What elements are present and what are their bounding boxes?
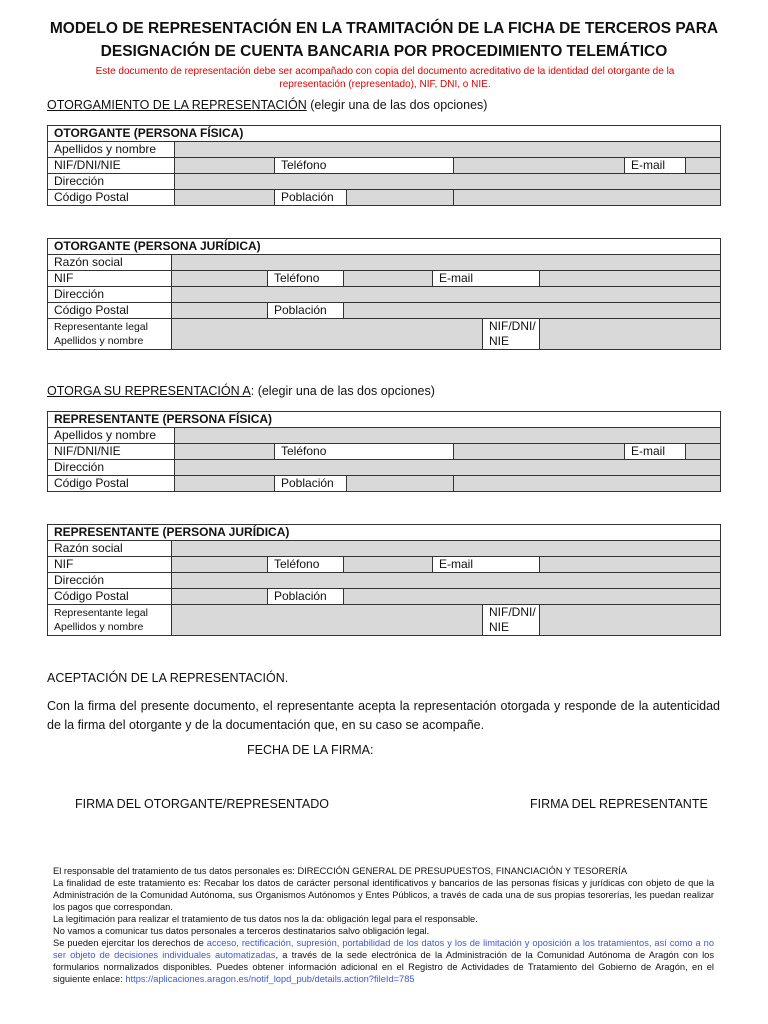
field-direccion[interactable] (172, 573, 721, 589)
representante-fisica-table (47, 411, 721, 492)
section-otorga (47, 384, 435, 398)
section-otorga-suffix: : (elegir una de las dos opciones) (250, 384, 435, 398)
firma-representante-label: FIRMA DEL REPRESENTANTE (530, 797, 708, 811)
field-email[interactable] (686, 158, 720, 173)
label-email: E-mail (625, 444, 686, 459)
label-cp: Código Postal (48, 303, 172, 319)
label-direccion: Dirección (48, 287, 172, 303)
label-apellidos: Apellidos y nombre (48, 142, 175, 158)
field-direccion[interactable] (172, 287, 721, 303)
fecha-firma-label: FECHA DE LA FIRMA: (247, 743, 374, 757)
label-nifdni-1: NIF/DNI/ (489, 605, 536, 619)
field-cp[interactable] (175, 476, 275, 492)
field-nifdni[interactable] (540, 319, 721, 350)
label-rep-legal-2: Apellidos y nombre (54, 335, 144, 347)
field-nif[interactable] (172, 557, 268, 573)
legal-rights-pre: Se pueden ejercitar los derechos de (53, 938, 207, 948)
label-nifdni (483, 605, 540, 636)
label-email: E-mail (433, 271, 540, 287)
document-title (30, 17, 738, 63)
legal-line-4: No vamos a comunicar tus datos personales a terceros destinatarios salvo obligación legal. (53, 926, 430, 936)
field-apellidos[interactable] (175, 142, 721, 158)
field-rep-legal[interactable] (172, 319, 483, 350)
field-poblacion-a[interactable] (347, 476, 453, 491)
representante-fisica-header: REPRESENTANTE (PERSONA FÍSICA) (48, 412, 721, 428)
acceptance-title: ACEPTACIÓN DE LA REPRESENTACIÓN. (47, 671, 289, 685)
legal-line-3: La legitimación para realizar el tratamiento de tus datos nos la da: obligación legal para el responsable. (53, 914, 478, 924)
label-nif: NIF (48, 271, 172, 287)
legal-line-5 (53, 937, 714, 985)
field-poblacion[interactable] (454, 476, 721, 492)
field-apellidos[interactable] (175, 428, 721, 444)
otorgante-juridica-header: OTORGANTE (PERSONA JURÍDICA) (48, 239, 721, 255)
firma-otorgante-label: FIRMA DEL OTORGANTE/REPRESENTADO (75, 797, 329, 811)
warning-line-2: representación (representado), NIF, DNI, o NIE. (279, 79, 491, 90)
label-poblacion: Población (268, 589, 344, 605)
label-cp: Código Postal (48, 190, 175, 206)
label-razon: Razón social (48, 541, 172, 557)
field-telefono[interactable] (454, 444, 625, 459)
legal-url-link[interactable]: https://aplicaciones.aragon.es/notif_lopd_pub/details.action?fileId=785 (125, 974, 415, 984)
field-poblacion[interactable] (454, 190, 721, 206)
label-rep-legal (48, 319, 172, 350)
representante-juridica-header: REPRESENTANTE (PERSONA JURÍDICA) (48, 525, 721, 541)
field-nif[interactable] (175, 444, 275, 460)
label-direccion: Dirección (48, 573, 172, 589)
field-email[interactable] (540, 557, 721, 573)
legal-rights-link[interactable]: acceso, rectificación, supresión, portabilidad de los datos y los de limitación y oposición a los tratamientos, así como a no ser objeto de decisiones individuales automatizadas (53, 938, 714, 960)
field-rep-legal[interactable] (172, 605, 483, 636)
label-rep-legal (48, 605, 172, 636)
field-direccion[interactable] (175, 174, 721, 190)
label-apellidos: Apellidos y nombre (48, 428, 175, 444)
field-email[interactable] (540, 271, 721, 287)
label-nifdni (483, 319, 540, 350)
label-nifdni-2: NIE (489, 334, 510, 348)
field-nifdni[interactable] (540, 605, 721, 636)
legal-notice (53, 865, 714, 985)
representante-juridica-table (47, 524, 721, 636)
label-telefono: Teléfono (268, 271, 344, 287)
title-line-2: DESIGNACIÓN DE CUENTA BANCARIA POR PROCEDIMIENTO TELEMÁTICO (100, 43, 668, 60)
legal-line-2: La finalidad de este tratamiento es: Recabar los datos de carácter personal identificativos y bancarios de las personas físicas y jurídicas con objeto de que la Administración de la Comunidad Autónoma, sus Organismos Autónomos y Entes Públicos, a través de cada una de sus propias tesorerías, les puedan realizar los pagos que correspondan. (53, 878, 714, 912)
label-rep-legal-1: Representante legal (54, 321, 148, 333)
label-nif: NIF/DNI/NIE (48, 444, 175, 460)
acceptance-text: Con la firma del presente documento, el representante acepta la representación otorgada y responde de la autenticidad de la firma del otorgante y de la documentación que, en su caso se acompañe. (47, 699, 720, 732)
field-telefono[interactable] (344, 557, 433, 573)
label-cp: Código Postal (48, 589, 172, 605)
label-poblacion: Población (275, 476, 347, 491)
label-telefono: Teléfono (275, 444, 454, 460)
field-razon[interactable] (172, 541, 721, 557)
label-nif: NIF/DNI/NIE (48, 158, 175, 174)
label-direccion: Dirección (48, 174, 175, 190)
label-telefono: Teléfono (275, 158, 454, 174)
label-rep-legal-2: Apellidos y nombre (54, 621, 144, 633)
field-email[interactable] (686, 444, 720, 459)
field-cp[interactable] (172, 589, 268, 605)
field-cp[interactable] (175, 190, 275, 206)
field-direccion[interactable] (175, 460, 721, 476)
field-poblacion[interactable] (344, 303, 721, 319)
otorgante-fisica-header: OTORGANTE (PERSONA FÍSICA) (48, 126, 721, 142)
field-nif[interactable] (172, 271, 268, 287)
field-cp[interactable] (172, 303, 268, 319)
legal-line-1: El responsable del tratamiento de tus datos personales es: DIRECCIÓN GENERAL DE PRESUPUESTOS, FINANCIACIÓN Y TESORERÍA (53, 866, 628, 876)
label-nifdni-2: NIE (489, 620, 510, 634)
section-otorgamiento-suffix: (elegir una de las dos opciones) (306, 98, 488, 112)
section-otorgamiento-title: OTORGAMIENTO DE LA REPRESENTACIÓN (47, 98, 307, 112)
label-nifdni-1: NIF/DNI/ (489, 319, 536, 333)
label-email: E-mail (433, 557, 540, 573)
section-otorgamiento (47, 98, 487, 112)
label-poblacion: Población (275, 190, 347, 205)
warning-note (60, 65, 710, 91)
field-poblacion-a[interactable] (347, 190, 453, 205)
label-razon: Razón social (48, 255, 172, 271)
field-razon[interactable] (172, 255, 721, 271)
field-telefono[interactable] (344, 271, 433, 287)
otorgante-fisica-table (47, 125, 721, 206)
section-otorga-title: OTORGA SU REPRESENTACIÓN A (47, 384, 251, 398)
label-email: E-mail (625, 158, 686, 173)
warning-line-1: Este documento de representación debe ser acompañado con copia del documento acreditativo de la identidad del otorgante de la (95, 66, 675, 77)
label-nif: NIF (48, 557, 172, 573)
label-telefono: Teléfono (268, 557, 344, 573)
label-direccion: Dirección (48, 460, 175, 476)
label-poblacion: Población (268, 303, 344, 319)
label-rep-legal-1: Representante legal (54, 607, 148, 619)
field-telefono[interactable] (454, 158, 625, 173)
field-nif[interactable] (175, 158, 275, 174)
label-cp: Código Postal (48, 476, 175, 492)
legal-rights-post: , a través de la sede electrónica de la Administración de la Comunidad Autónoma de Aragón con los formularios normalizados disponibles. Puedes obtener información adicional en el Registro de Actividades de Tratamiento del Gobierno de Aragón, en el siguiente enlace: (53, 950, 714, 984)
otorgante-juridica-table (47, 238, 721, 350)
field-poblacion[interactable] (344, 589, 721, 605)
title-line-1: MODELO DE REPRESENTACIÓN EN LA TRAMITACIÓN DE LA FICHA DE TERCEROS PARA (49, 20, 719, 37)
